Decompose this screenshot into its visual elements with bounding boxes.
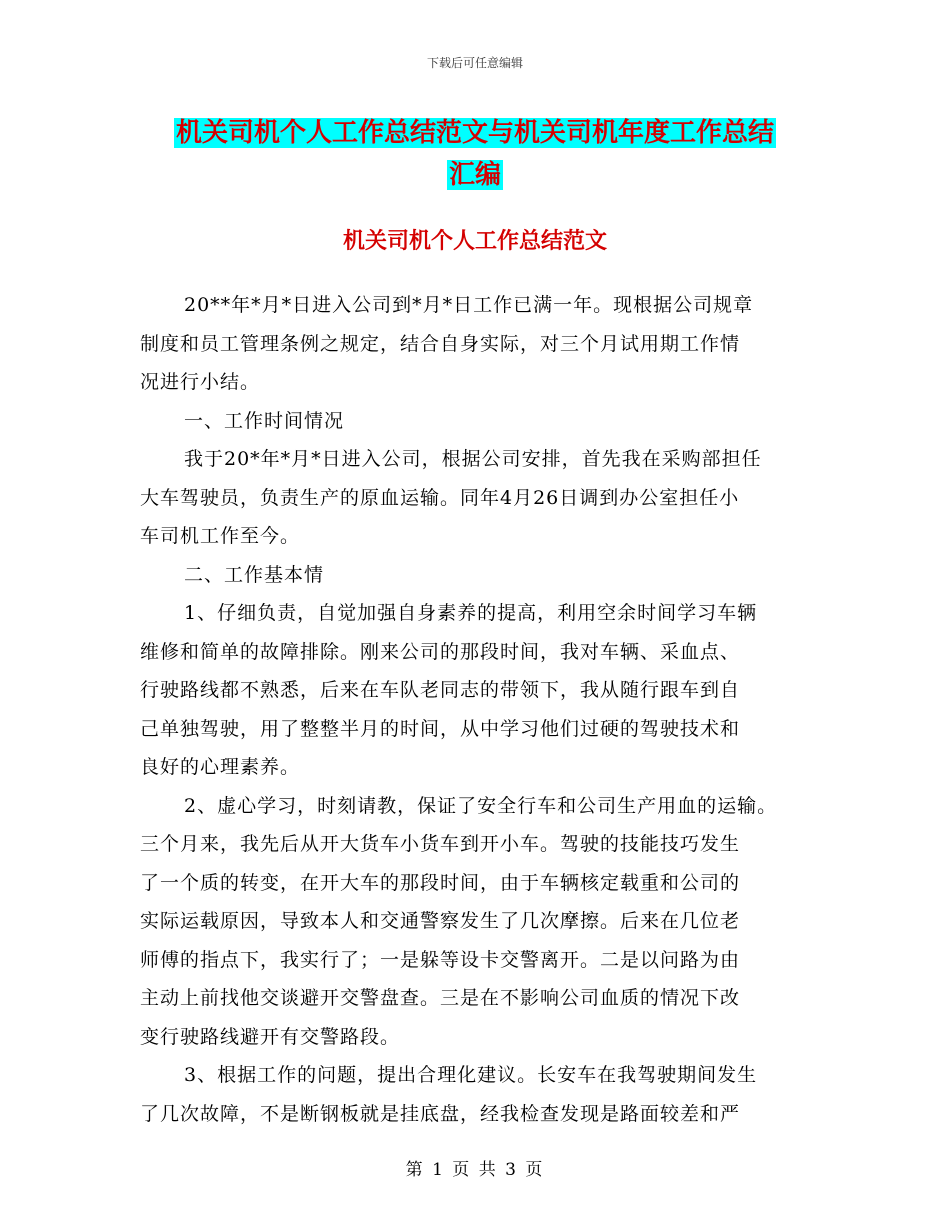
document-title-line-2: 汇编 bbox=[448, 160, 501, 190]
body-line: 实际运载原因，导致本人和交通警察发生了几次摩擦。后来在几位老 bbox=[140, 910, 741, 932]
section-title: 机关司机个人工作总结范文 bbox=[342, 229, 607, 254]
document-title bbox=[140, 112, 810, 196]
body-line: 车司机工作至今。 bbox=[140, 525, 301, 547]
document-title-line-1: 机关司机个人工作总结范文与机关司机年度工作总结 bbox=[175, 118, 774, 148]
body-line: 维修和简单的故障排除。刚来公司的那段时间，我对车辆、采血点、 bbox=[140, 640, 741, 663]
section-heading: 一、工作时间情况 bbox=[184, 409, 345, 432]
body-line: 我于20*年*月*日进入公司，根据公司安排，首先我在采购部担任 bbox=[184, 448, 762, 470]
body-line: 大车驾驶员，负责生产的原血运输。同年4月26日调到办公室担任小 bbox=[140, 486, 740, 509]
body-line: 3、根据工作的问题，提出合理化建议。长安车在我驾驶期间发生 bbox=[184, 1064, 758, 1086]
body-line: 三个月来，我先后从开大货车小货车到开小车。驾驶的技能技巧发生 bbox=[140, 833, 741, 855]
body-line: 制度和员工管理条例之规定，结合自身实际，对三个月试用期工作情 bbox=[140, 332, 741, 355]
body-line: 了一个质的转变，在开大车的那段时间，由于车辆核定载重和公司的 bbox=[140, 871, 741, 894]
body-line: 20**年*月*日进入公司到*月*日工作已满一年。现根据公司规章 bbox=[184, 294, 754, 316]
body-text bbox=[140, 286, 830, 1133]
body-line: 主动上前找他交谈避开交警盘查。三是在不影响公司血质的情况下改 bbox=[140, 987, 741, 1009]
body-line: 2、虚心学习，时刻请教，保证了安全行车和公司生产用血的运输。 bbox=[184, 794, 778, 817]
body-line: 况进行小结。 bbox=[140, 371, 261, 393]
body-line: 己单独驾驶，用了整整半月的时间，从中学习他们过硬的驾驶技术和 bbox=[140, 717, 741, 740]
body-line: 师傅的指点下，我实行了；一是躲等设卡交警离开。二是以问路为由 bbox=[140, 948, 741, 971]
body-line: 行驶路线都不熟悉，后来在车队老同志的带领下，我从随行跟车到自 bbox=[140, 679, 741, 701]
body-line: 变行驶路线避开有交警路段。 bbox=[140, 1025, 401, 1048]
body-line: 良好的心理素养。 bbox=[140, 756, 301, 778]
section-heading: 二、工作基本情 bbox=[184, 563, 325, 586]
body-line: 1、仔细负责，自觉加强自身素养的提高，利用空余时间学习车辆 bbox=[184, 602, 758, 624]
page-number-footer: 第 1 页 共 3 页 bbox=[405, 1160, 545, 1180]
body-line: 了几次故障，不是断钢板就是挂底盘，经我检查发现是路面较差和严 bbox=[140, 1102, 741, 1125]
header-note: 下载后可任意编辑 bbox=[426, 56, 523, 70]
